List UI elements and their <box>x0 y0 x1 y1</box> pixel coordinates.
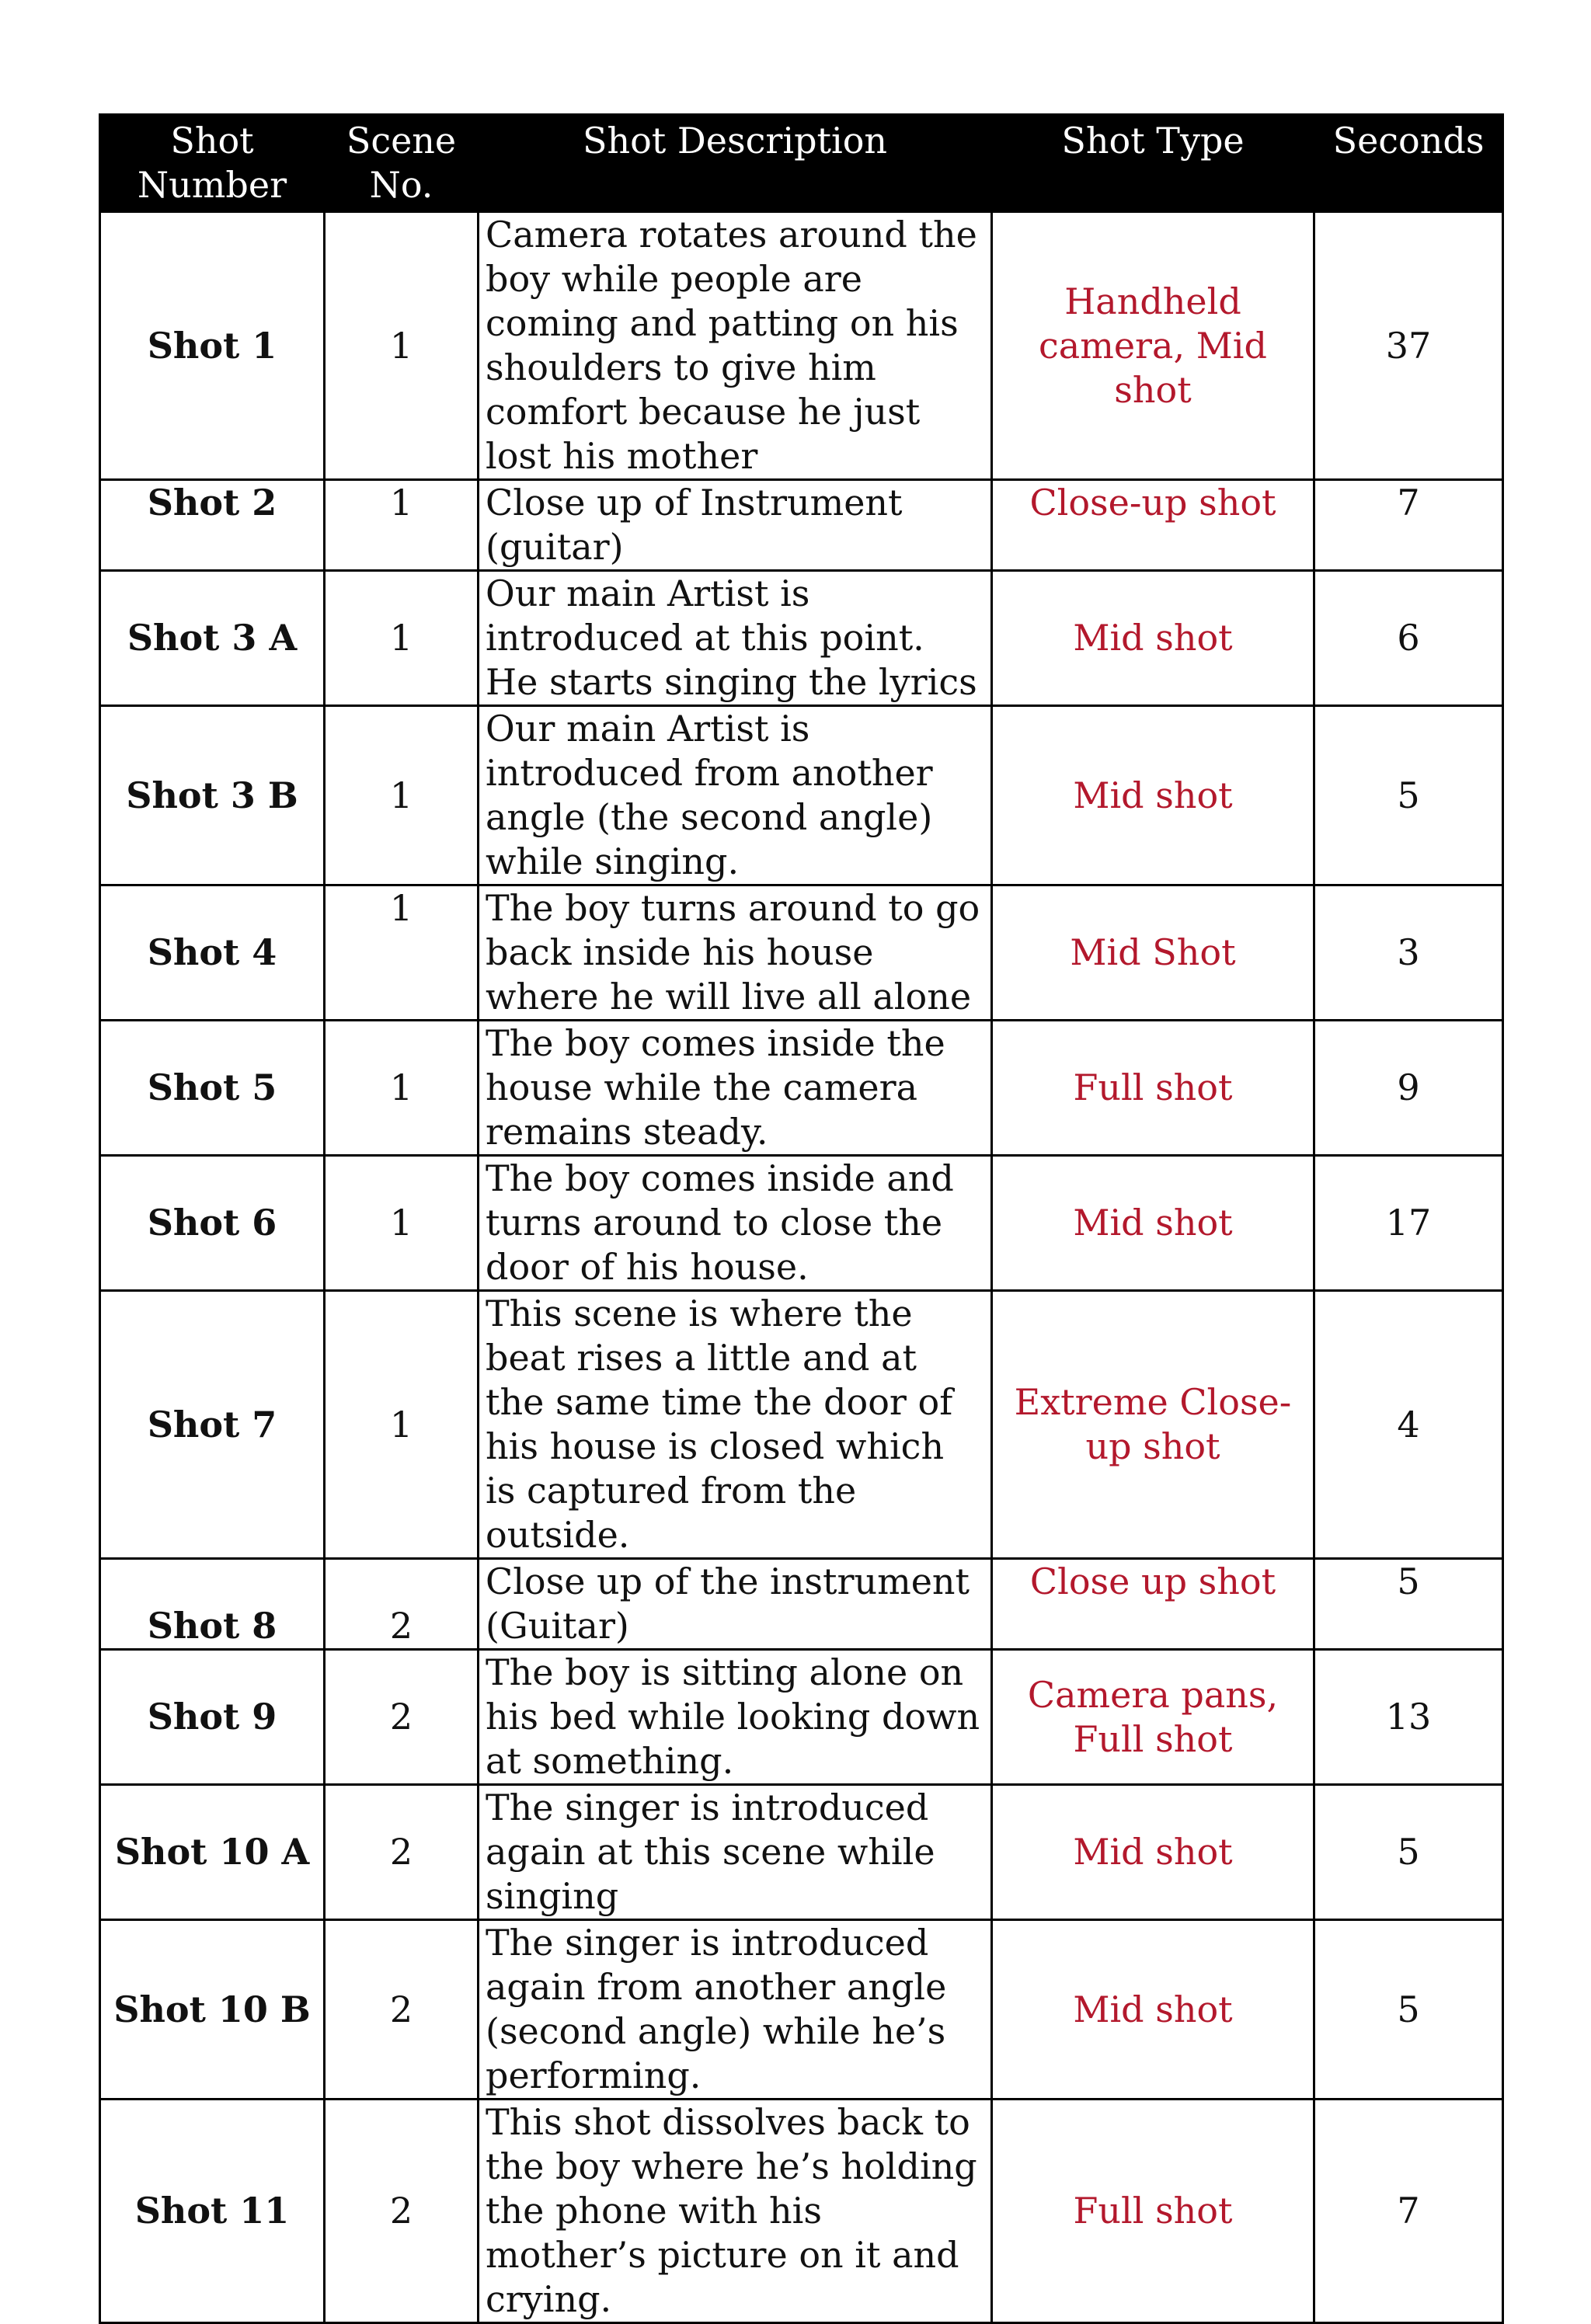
scene-cell: 1 <box>325 885 479 1021</box>
shot-number-cell: Shot 6 <box>100 1156 325 1291</box>
seconds-cell: 5 <box>1314 706 1503 885</box>
seconds-cell: 4 <box>1314 1291 1503 1559</box>
seconds-cell: 17 <box>1314 1156 1503 1291</box>
description-cell: The boy is sitting alone on his bed while looking down at something. <box>479 1650 992 1785</box>
header-shot-type: Shot Type <box>992 115 1314 212</box>
scene-cell: 2 <box>325 2100 479 2323</box>
table-row <box>100 2100 1503 2323</box>
shot-number-cell: Shot 10 B <box>100 1920 325 2100</box>
description-cell: Close up of the instrument (Guitar) <box>479 1559 992 1650</box>
shot-number-cell: Shot 4 <box>100 885 325 1021</box>
seconds-cell: 37 <box>1314 212 1503 480</box>
shot-type-cell: Handheld camera, Mid shot <box>992 212 1314 480</box>
table-row <box>100 1920 1503 2100</box>
scene-cell: 2 <box>325 1920 479 2100</box>
shot-type-cell: Full shot <box>992 2100 1314 2323</box>
shot-type-cell: Mid shot <box>992 571 1314 706</box>
table-row <box>100 706 1503 885</box>
scene-cell: 2 <box>325 1559 479 1650</box>
scene-cell: 1 <box>325 1021 479 1156</box>
description-cell: The boy turns around to go back inside his house where he will live all alone <box>479 885 992 1021</box>
scene-cell: 1 <box>325 1291 479 1559</box>
scene-cell: 1 <box>325 212 479 480</box>
seconds-cell: 9 <box>1314 1021 1503 1156</box>
table-row <box>100 571 1503 706</box>
shot-number-cell: Shot 3 B <box>100 706 325 885</box>
shot-type-cell: Mid shot <box>992 706 1314 885</box>
shot-type-cell: Mid shot <box>992 1785 1314 1920</box>
shot-type-cell: Extreme Close-up shot <box>992 1291 1314 1559</box>
table-row <box>100 885 1503 1021</box>
shot-number-cell: Shot 9 <box>100 1650 325 1785</box>
description-cell: Our main Artist is introduced from another angle (the second angle) while singing. <box>479 706 992 885</box>
description-cell: Camera rotates around the boy while people are coming and patting on his shoulders to give him comfort because he just lost his mother <box>479 212 992 480</box>
table-row <box>100 1559 1503 1650</box>
table-row <box>100 1291 1503 1559</box>
description-cell: The singer is introduced again at this scene while singing <box>479 1785 992 1920</box>
shot-number-cell: Shot 7 <box>100 1291 325 1559</box>
table-row <box>100 1650 1503 1785</box>
shot-type-cell: Mid Shot <box>992 885 1314 1021</box>
seconds-cell: 13 <box>1314 1650 1503 1785</box>
seconds-cell: 6 <box>1314 571 1503 706</box>
seconds-cell: 5 <box>1314 1785 1503 1920</box>
scene-cell: 1 <box>325 706 479 885</box>
table-row <box>100 480 1503 571</box>
description-cell: This scene is where the beat rises a little and at the same time the door of his house is closed which is captured from the outside. <box>479 1291 992 1559</box>
shot-type-cell: Full shot <box>992 1021 1314 1156</box>
table-row <box>100 1156 1503 1291</box>
header-shot-number: Shot Number <box>100 115 325 212</box>
scene-cell: 2 <box>325 1650 479 1785</box>
scene-cell: 1 <box>325 571 479 706</box>
description-cell: The singer is introduced again from another angle (second angle) while he’s performing. <box>479 1920 992 2100</box>
shot-number-cell: Shot 3 A <box>100 571 325 706</box>
shot-type-cell: Mid shot <box>992 1156 1314 1291</box>
shot-type-cell: Camera pans, Full shot <box>992 1650 1314 1785</box>
seconds-cell: 5 <box>1314 1920 1503 2100</box>
scene-cell: 2 <box>325 1785 479 1920</box>
seconds-cell: 5 <box>1314 1559 1503 1650</box>
description-cell: Close up of Instrument (guitar) <box>479 480 992 571</box>
description-cell: This shot dissolves back to the boy where he’s holding the phone with his mother’s picture on it and crying. <box>479 2100 992 2323</box>
table-row <box>100 212 1503 480</box>
seconds-cell: 7 <box>1314 480 1503 571</box>
shot-number-cell: Shot 1 <box>100 212 325 480</box>
table-row <box>100 1021 1503 1156</box>
shot-type-cell: Mid shot <box>992 1920 1314 2100</box>
scene-cell: 1 <box>325 480 479 571</box>
description-cell: Our main Artist is introduced at this point. He starts singing the lyrics <box>479 571 992 706</box>
shot-number-cell: Shot 2 <box>100 480 325 571</box>
scene-cell: 1 <box>325 1156 479 1291</box>
header-scene-no: Scene No. <box>325 115 479 212</box>
header-row <box>100 115 1503 212</box>
shot-number-cell: Shot 11 <box>100 2100 325 2323</box>
description-cell: The boy comes inside and turns around to close the door of his house. <box>479 1156 992 1291</box>
table-row <box>100 1785 1503 1920</box>
shot-number-cell: Shot 8 <box>100 1559 325 1650</box>
seconds-cell: 3 <box>1314 885 1503 1021</box>
header-seconds: Seconds <box>1314 115 1503 212</box>
shot-type-cell: Close up shot <box>992 1559 1314 1650</box>
shot-list-table <box>99 113 1504 2324</box>
description-cell: The boy comes inside the house while the camera remains steady. <box>479 1021 992 1156</box>
shot-number-cell: Shot 5 <box>100 1021 325 1156</box>
shot-type-cell: Close-up shot <box>992 480 1314 571</box>
shot-number-cell: Shot 10 A <box>100 1785 325 1920</box>
seconds-cell: 7 <box>1314 2100 1503 2323</box>
header-shot-description: Shot Description <box>479 115 992 212</box>
